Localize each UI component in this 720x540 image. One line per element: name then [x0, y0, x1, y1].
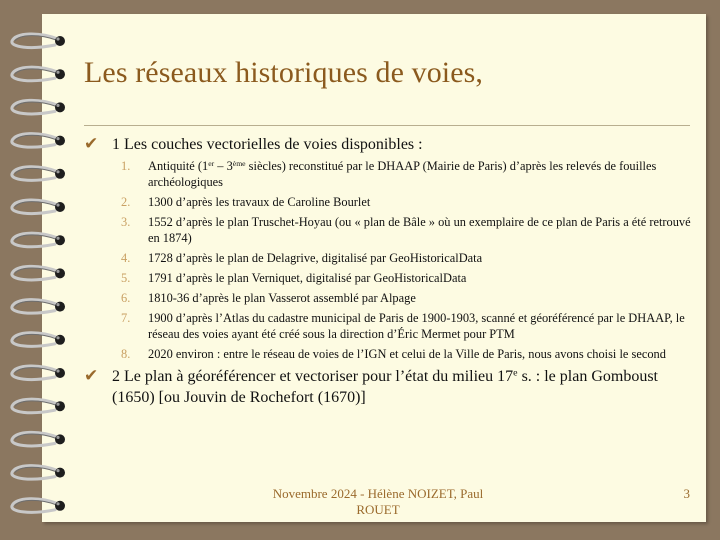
bullet-point-2	[84, 366, 694, 408]
list-text: 1728 d’après le plan de Delagrive, digitalisé par GeoHistoricalData	[148, 251, 483, 265]
spiral-ring-icon	[12, 300, 65, 314]
list-number: 3.	[121, 215, 131, 229]
slide-content	[84, 132, 694, 408]
spiral-ring-icon	[12, 266, 65, 280]
spiral-ring-icon	[12, 200, 65, 214]
list-item	[84, 250, 694, 266]
spiral-ring-icon	[12, 100, 65, 114]
spiral-ring-icon	[12, 233, 65, 247]
slide-title: Les réseaux historiques de voies,	[84, 56, 484, 89]
list-number: 8.	[121, 347, 131, 361]
list-item	[84, 270, 694, 286]
list-item	[84, 214, 694, 246]
slide-footer: Novembre 2024 - Hélène NOIZET, Paul ROUET	[272, 486, 484, 517]
spiral-ring-icon	[12, 67, 65, 81]
list-number: 1.	[121, 159, 131, 173]
spiral-ring-icon	[12, 34, 65, 48]
spiral-ring-icon	[12, 399, 65, 413]
bullet-point-text: 1 Les couches vectorielles de voies disponibles :	[112, 136, 423, 153]
layer-list	[84, 158, 694, 362]
checkmark-icon: ✔	[84, 134, 99, 154]
list-text: 1300 d’après les travaux de Caroline Bourlet	[148, 195, 371, 209]
list-number: 5.	[121, 271, 131, 285]
spiral-ring-icon	[12, 466, 65, 480]
list-text: 1791 d’après le plan Verniquet, digitalisé par GeoHistoricalData	[148, 271, 467, 285]
list-text: Antiquité (1er – 3ème siècles) reconstitué par le DHAAP (Mairie de Paris) d’après les relevés de fouilles archéologiques	[148, 158, 657, 189]
list-number: 6.	[121, 291, 131, 305]
bullet-point-1	[84, 134, 694, 155]
list-number: 2.	[121, 195, 131, 209]
list-item	[84, 290, 694, 306]
spiral-ring-icon	[12, 499, 65, 513]
page-number: 3	[683, 486, 690, 501]
checkmark-icon: ✔	[84, 366, 99, 386]
spiral-ring-icon	[12, 366, 65, 380]
spiral-ring-icon	[12, 333, 65, 347]
spiral-ring-icon	[12, 167, 65, 181]
bullet-point-text: 2 Le plan à géoréférencer et vectoriser pour l’état du milieu 17e s. : le plan Gomboust (1650) [ou Jouvin de Rochefort (1670)]	[112, 367, 658, 406]
list-text: 1810-36 d’après le plan Vasserot assemblé par Alpage	[148, 291, 416, 305]
list-item	[84, 346, 694, 362]
list-item	[84, 194, 694, 210]
list-number: 7.	[121, 311, 131, 325]
spiral-binding	[0, 0, 80, 540]
list-text: 1552 d’après le plan Truschet-Hoyau (ou « plan de Bâle » où un exemplaire de ce plan de Paris a été retrouvé en 1874)	[148, 215, 691, 245]
title-divider	[84, 125, 690, 126]
list-text: 1900 d’après l’Atlas du cadastre municipal de Paris de 1900-1903, scanné et géoréférencé par le DHAAP, le réseau des voies ayant été créé sous la direction d’Éric Mermet pour PTM	[148, 311, 685, 341]
spiral-ring-icon	[12, 134, 65, 148]
list-item	[84, 310, 694, 342]
list-item	[84, 158, 694, 190]
spiral-ring-icon	[12, 432, 65, 446]
list-number: 4.	[121, 251, 131, 265]
list-text: 2020 environ : entre le réseau de voies de l’IGN et celui de la Ville de Paris, nous avons choisi le second	[148, 347, 666, 361]
